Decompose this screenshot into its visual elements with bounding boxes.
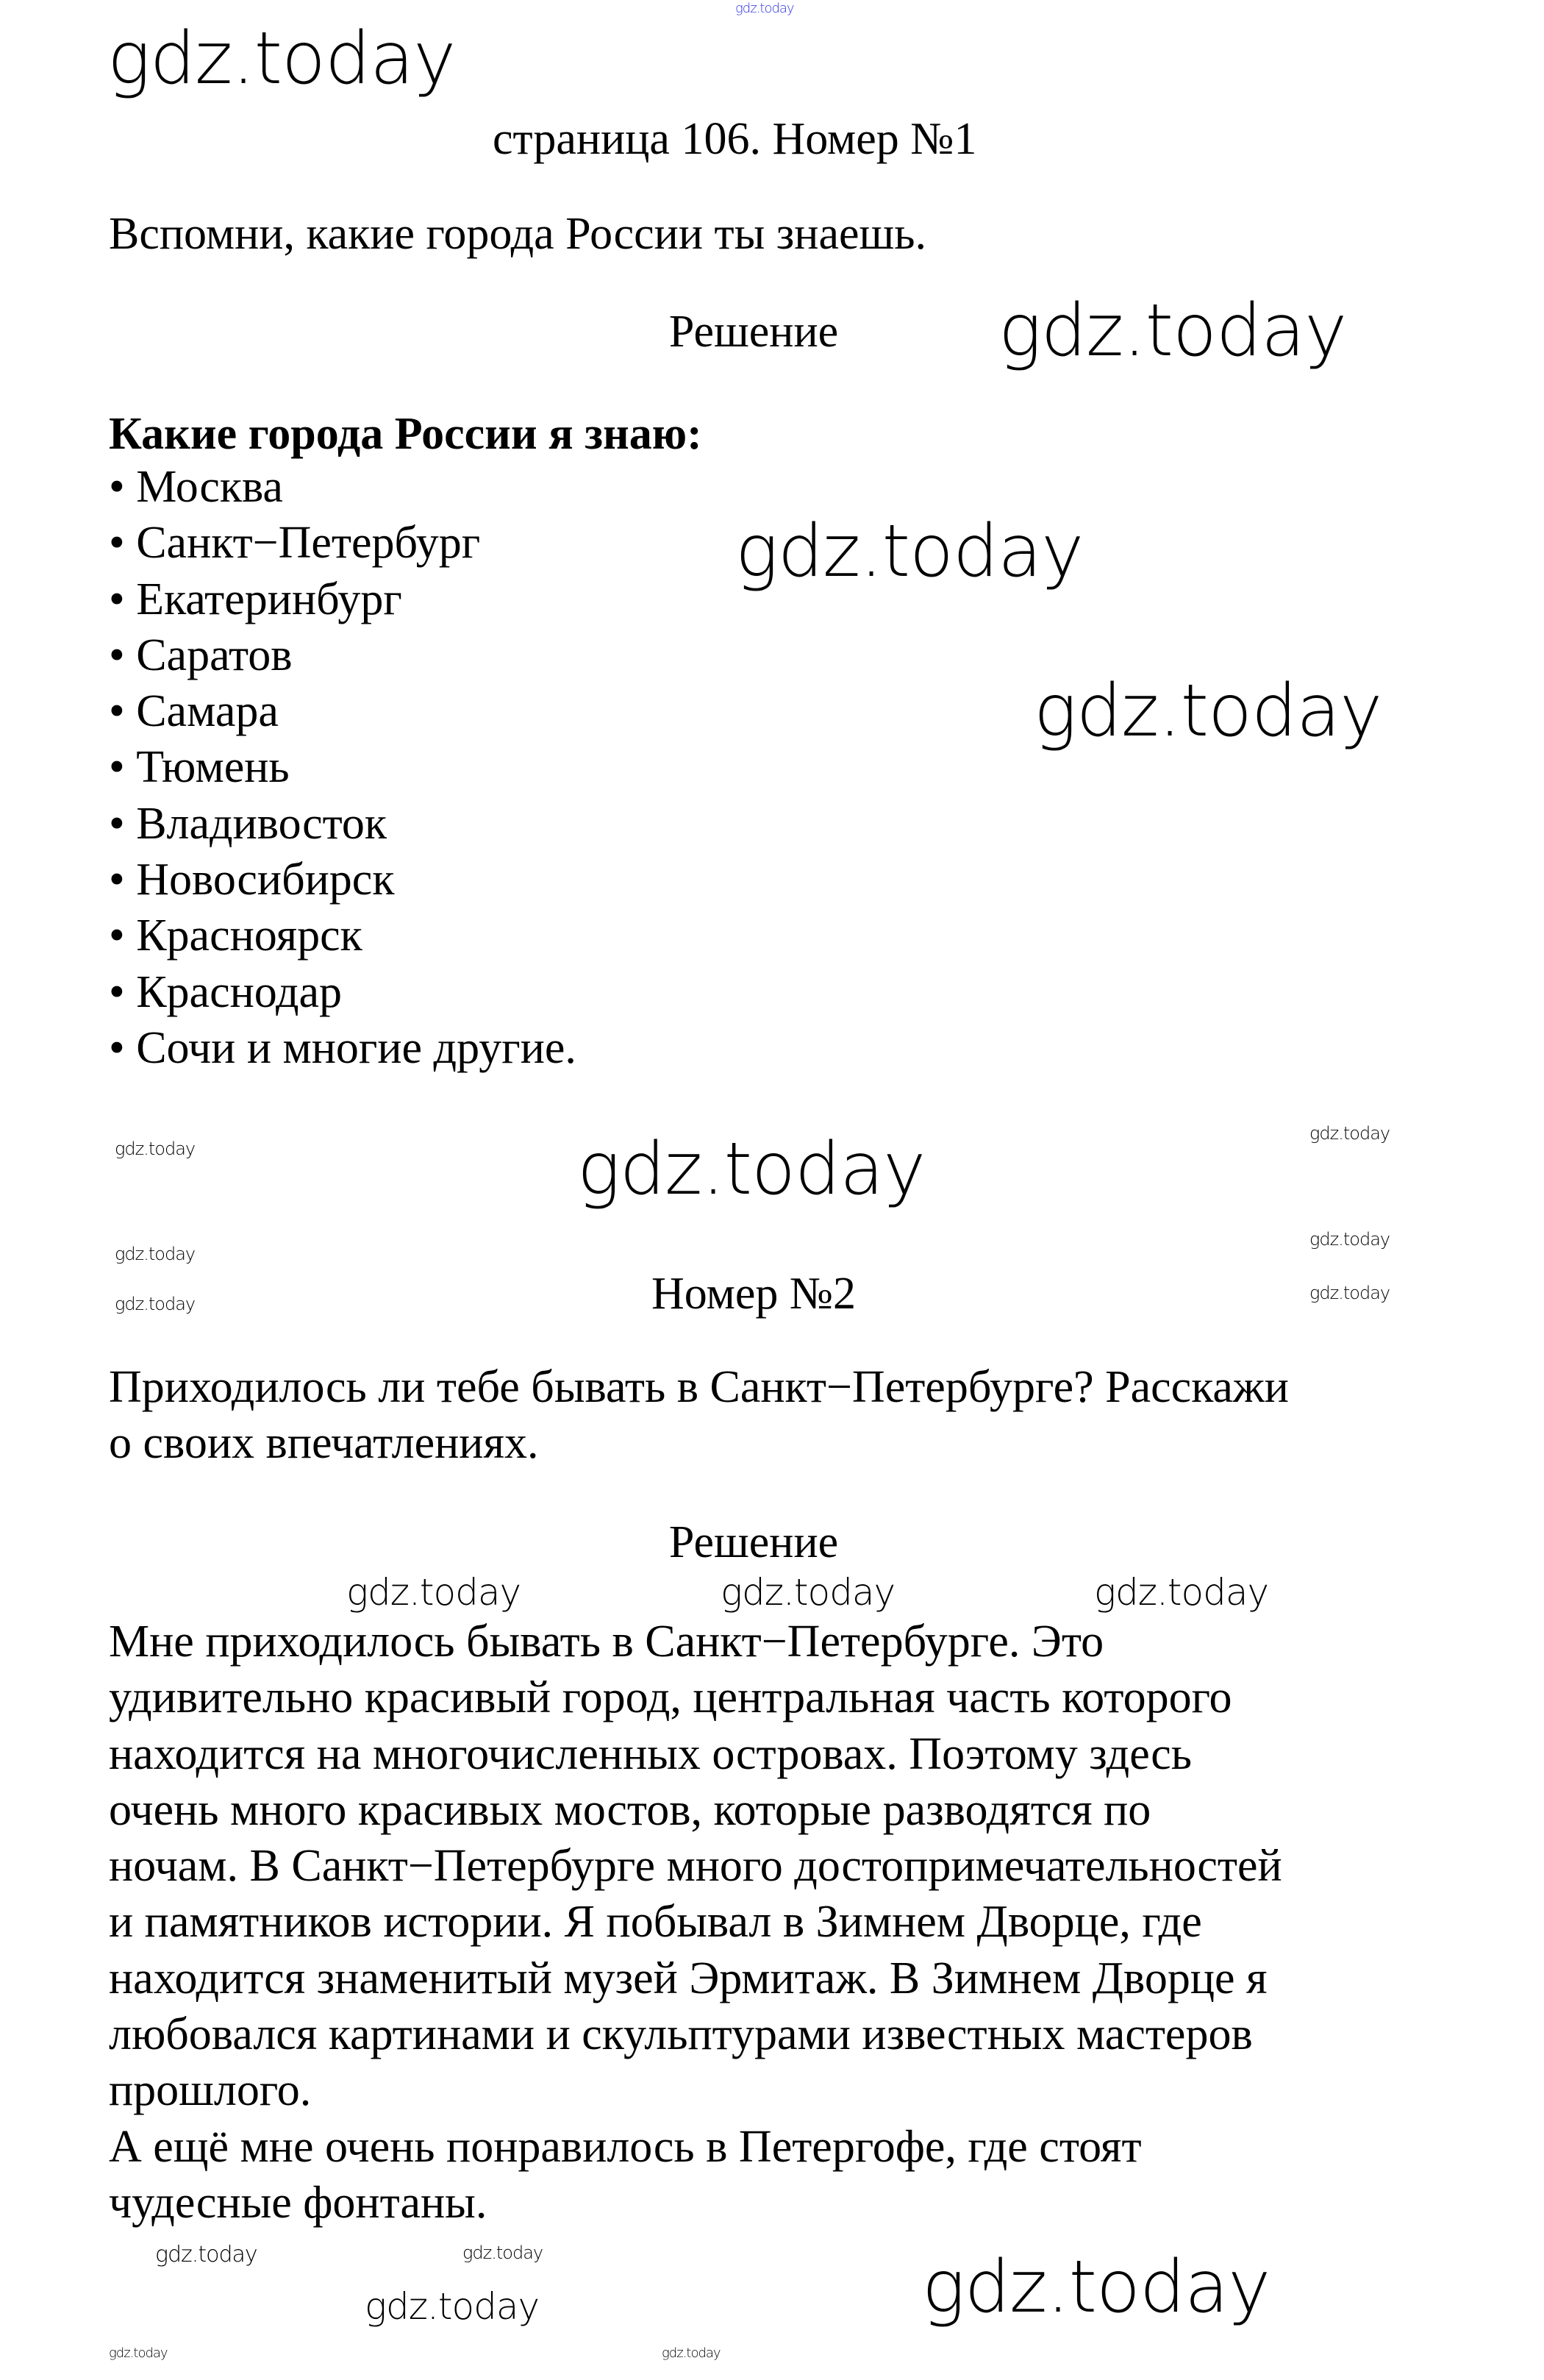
list-item: • Санкт−Петербург xyxy=(109,518,481,569)
answer-line: и памятников истории. Я побывал в Зимнем Дворце, где xyxy=(109,1897,1202,1948)
watermark: gdz.today xyxy=(109,2345,168,2361)
watermark: gdz.today xyxy=(115,1244,196,1264)
answer-line: А ещё мне очень понравилось в Петергофе, где стоят xyxy=(109,2121,1142,2172)
answer-heading-text: Какие города России я знаю: xyxy=(109,409,702,459)
answer-line: прошлого. xyxy=(109,2065,312,2116)
answer-line: чудесные фонтаны. xyxy=(109,2177,487,2228)
watermark: gdz.today xyxy=(735,510,1084,594)
watermark: gdz.today xyxy=(1309,1123,1390,1144)
task2-question xyxy=(109,1359,1289,1472)
watermark: gdz.today xyxy=(577,1127,926,1211)
watermark: gdz.today xyxy=(662,2345,721,2361)
watermark: gdz.today xyxy=(115,1294,196,1314)
list-item: • Краснодар xyxy=(109,966,343,1017)
watermark: gdz.today xyxy=(1094,1571,1269,1614)
task1-solution-label: Решение xyxy=(668,307,839,357)
task2-title: Номер №2 xyxy=(651,1269,856,1319)
answer-line: Мне приходилось бывать в Санкт−Петербурге. Это xyxy=(109,1617,1104,1667)
watermark: gdz.today xyxy=(365,2285,540,2328)
list-item: • Саратов xyxy=(109,630,293,680)
answer-line: находится знаменитый музей Эрмитаж. В Зимнем Дворце я xyxy=(109,1953,1268,2003)
watermark: gdz.today xyxy=(922,2245,1270,2329)
watermark-top: gdz.today xyxy=(735,1,794,16)
watermark: gdz.today xyxy=(1034,669,1382,753)
page-title: страница 106. Номер №1 xyxy=(493,114,977,164)
watermark: gdz.today xyxy=(1309,1283,1390,1303)
task1-question: Вспомни, какие города России ты знаешь. xyxy=(109,209,927,259)
task2-solution-label: Решение xyxy=(668,1517,839,1567)
watermark: gdz.today xyxy=(462,2242,543,2263)
watermark: gdz.today xyxy=(346,1571,521,1614)
question-line: о своих впечатлениях. xyxy=(109,1418,539,1469)
watermark: gdz.today xyxy=(1309,1229,1390,1250)
list-item: • Екатеринбург xyxy=(109,574,402,624)
cities-list xyxy=(109,459,576,1076)
task2-answer xyxy=(109,1614,1282,2231)
list-item: • Красноярск xyxy=(109,911,362,961)
answer-line: находится на многочисленных островах. Поэтому здесь xyxy=(109,1728,1193,1779)
list-item: • Владивосток xyxy=(109,798,387,849)
watermark: gdz.today xyxy=(107,17,456,101)
answer-line: любовался картинами и скульптурами известных мастеров xyxy=(109,2009,1253,2060)
list-item: • Тюмень xyxy=(109,742,290,793)
answer-line: очень много красивых мостов, которые разводятся по xyxy=(109,1784,1151,1835)
task1-answer-heading xyxy=(109,406,702,462)
watermark: gdz.today xyxy=(155,2242,257,2267)
answer-line: удивительно красивый город, центральная часть которого xyxy=(109,1672,1232,1723)
question-line: Приходилось ли тебе бывать в Санкт−Петербурге? Расскажи xyxy=(109,1362,1289,1412)
list-item: • Москва xyxy=(109,462,283,512)
answer-line: ночам. В Санкт−Петербурге много достопримечательностей xyxy=(109,1841,1282,1892)
list-item: • Самара xyxy=(109,686,279,737)
watermark: gdz.today xyxy=(721,1571,896,1614)
watermark: gdz.today xyxy=(998,289,1347,373)
watermark: gdz.today xyxy=(115,1139,196,1159)
list-item: • Новосибирск xyxy=(109,855,395,905)
list-item: • Сочи и многие другие. xyxy=(109,1022,576,1073)
